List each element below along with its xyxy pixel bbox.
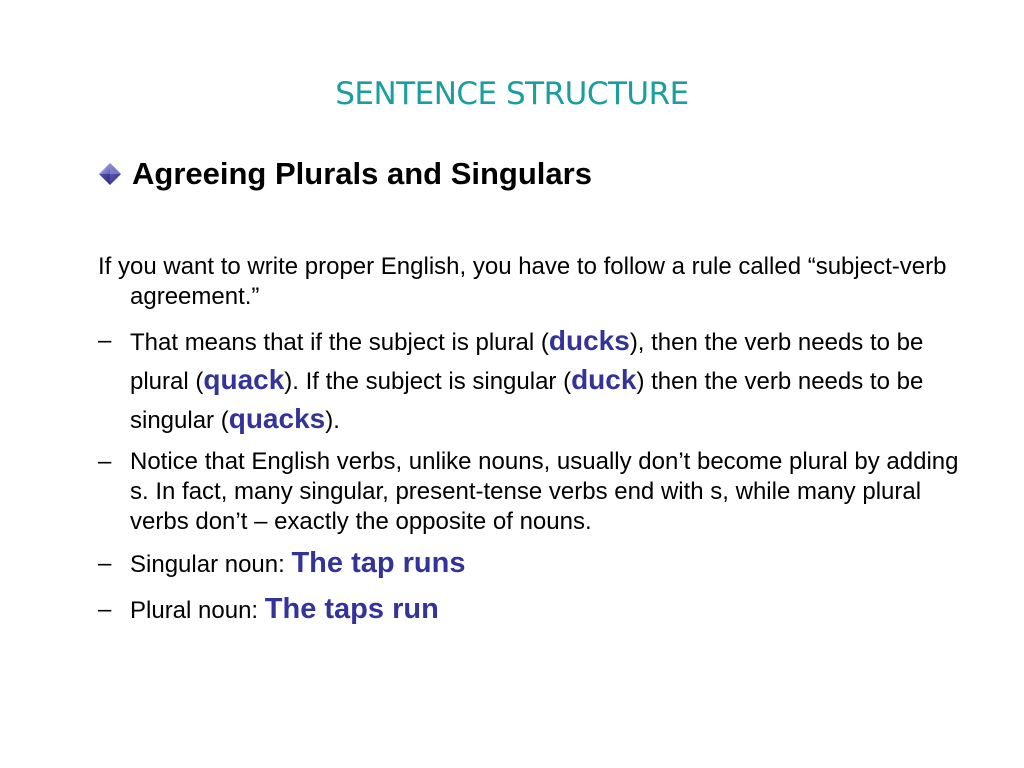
diamond-bullet-icon xyxy=(98,159,124,189)
heading-text: Agreeing Plurals and Singulars xyxy=(132,156,592,191)
word-duck: duck xyxy=(571,364,637,395)
word-ducks: ducks xyxy=(548,325,630,356)
item1-text-5: ). xyxy=(325,407,340,434)
slide-body xyxy=(98,252,978,637)
list-item xyxy=(98,591,978,629)
slide-title: SENTENCE STRUCTURE xyxy=(335,76,689,112)
singular-label: Singular noun: xyxy=(130,551,292,578)
word-quacks: quacks xyxy=(228,403,326,434)
singular-example: The tap runs xyxy=(291,547,466,579)
list-item xyxy=(98,447,978,537)
list-item xyxy=(98,545,978,583)
item1-text-2: ), then the verb needs to be plural ( xyxy=(130,329,924,395)
plural-example: The taps run xyxy=(264,593,439,625)
item1-text-1: That means that if the subject is plural ( xyxy=(130,329,549,356)
item2-text: Notice that English verbs, unlike nouns, usually don’t become plural by adding s. In fact, many singular, present-tense verbs end with s, while many plural verbs don’t – exactly the opposite of nouns. xyxy=(130,448,959,535)
dash-marker: – xyxy=(98,327,112,354)
item1-text-3: ). If the subject is singular ( xyxy=(284,368,572,395)
item1-text-4: ) then the verb needs to be singular ( xyxy=(130,368,924,434)
plural-label: Plural noun: xyxy=(130,597,265,624)
dash-marker: – xyxy=(98,550,112,577)
word-quack: quack xyxy=(203,364,285,395)
list-item xyxy=(98,322,978,439)
dash-marker: – xyxy=(98,596,112,623)
bullet-heading xyxy=(98,156,592,192)
dash-marker: – xyxy=(98,448,112,475)
intro-paragraph: If you want to write proper English, you have to follow a rule called “subject-verb agreement.” xyxy=(98,253,947,310)
